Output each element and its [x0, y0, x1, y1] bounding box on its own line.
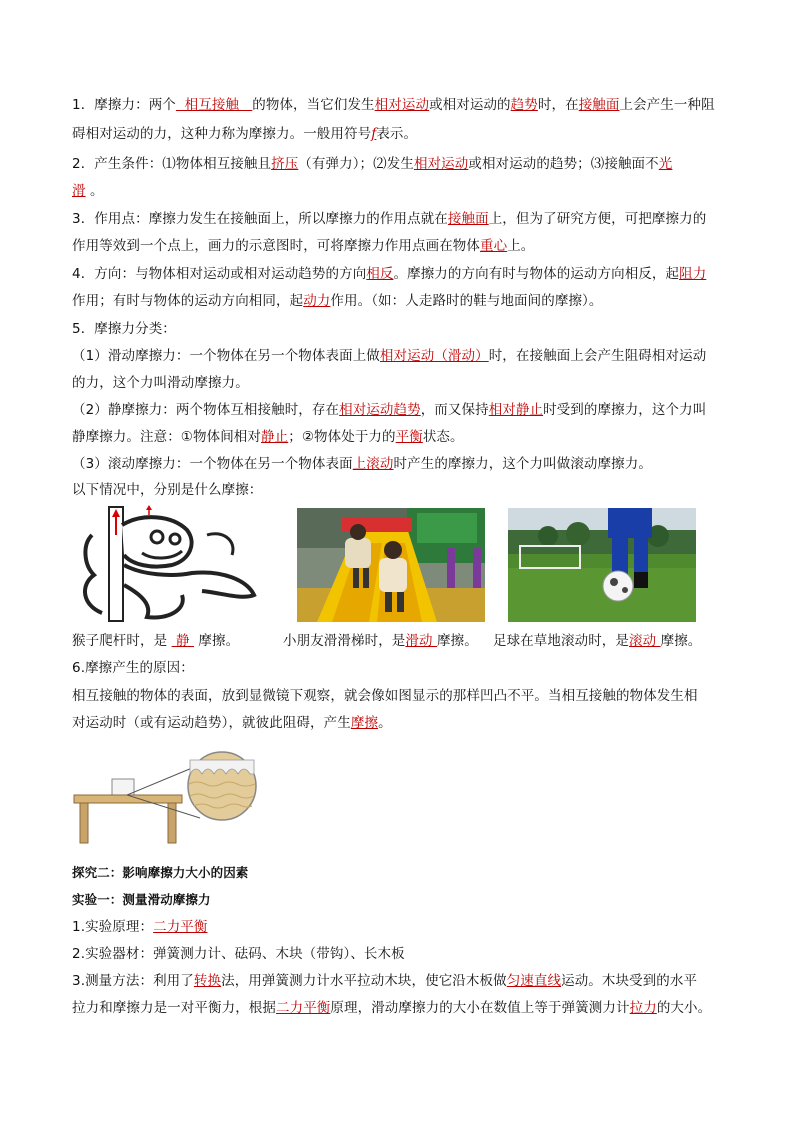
experiment-title: 实验一：测量滑动摩擦力 [72, 892, 211, 907]
answer: 滑 [72, 183, 86, 199]
caption-ball [493, 632, 701, 650]
caption-slide [283, 632, 478, 650]
text: 静摩擦力。注意：①物体间相对 [72, 429, 262, 445]
answer: 滑动 [405, 633, 437, 649]
text: 猴子爬杆时，是 [72, 633, 172, 649]
text: 。 [378, 715, 392, 731]
answer: 动力 [303, 293, 331, 309]
text: 作用；有时与物体的运动方向相同，起 [72, 293, 304, 309]
answer: 相对运动 [374, 97, 430, 113]
text: 上。 [507, 238, 535, 254]
para3-line1 [72, 210, 732, 228]
answer: 拉力 [629, 1000, 657, 1016]
answer: 二力平衡 [153, 919, 208, 935]
answer: 转换 [193, 973, 222, 989]
answer: 上滚动 [352, 456, 394, 472]
para5-b-line1 [72, 401, 732, 419]
answer: 摩擦 [350, 715, 379, 731]
para2-line2 [72, 182, 732, 200]
text: 作用。（如：人走路时的鞋与地面间的摩擦）。 [330, 293, 603, 309]
para2-line1 [72, 155, 732, 173]
answer: 平衡 [395, 429, 423, 445]
text: 时产生的摩擦力，这个力叫做滚动摩擦力。 [393, 456, 652, 472]
text: 摩擦。 [193, 633, 240, 649]
para4-line1 [72, 265, 732, 283]
text: 。 [85, 183, 104, 199]
monkey-climbing-pole-image [72, 505, 262, 623]
text: 法，用弹簧测力计水平拉动木块，使它沿木板做 [221, 973, 507, 989]
text: 或相对运动的趋势；⑶接触面不 [468, 156, 659, 172]
text: （有弹力）；⑵发生 [298, 156, 414, 172]
answer: 相互接触 [175, 97, 253, 113]
microscope-surface-illustration [72, 750, 262, 848]
soccer-ball-on-grass-image [508, 508, 696, 622]
answer: 光 [658, 156, 673, 172]
answer: 匀速直线 [506, 973, 562, 989]
answer: 阻力 [679, 266, 707, 282]
section-title: 探究二：影响摩擦力大小的因素 [72, 865, 249, 880]
para1-line1 [72, 96, 732, 114]
text: 或相对运动的 [429, 97, 511, 113]
para3-line2 [72, 237, 732, 255]
para5-a-line2: 的力，这个力叫滑动摩擦力。 [72, 375, 249, 391]
answer: 挤压 [271, 156, 299, 172]
answer: f [371, 126, 377, 142]
text: 时受到的摩擦力，这个力叫 [543, 402, 707, 418]
text: （1）滑动摩擦力：一个物体在另一个物体表面上做 [72, 348, 380, 364]
text: 状态。 [422, 429, 464, 445]
text: 2．产生条件：⑴物体相互接触且 [72, 156, 272, 172]
answer: 相对运动 [413, 156, 469, 172]
para5-a-line1 [72, 347, 732, 365]
text: 1．摩擦力：两个 [72, 97, 176, 113]
question-text: 以下情况中，分别是什么摩擦： [72, 482, 263, 498]
text: 上会产生一种阻 [619, 97, 715, 113]
answer: 接触面 [447, 211, 489, 227]
para6-title: 6.摩擦产生的原因： [72, 660, 194, 676]
answer: 滚动 [629, 633, 661, 649]
text: 表示。 [376, 126, 418, 142]
text: （2）静摩擦力：两个物体互相接触时，存在 [72, 402, 340, 418]
para1-line2 [72, 125, 732, 143]
text: 3．作用点：摩擦力发生在接触面上，所以摩擦力的作用点就在 [72, 211, 448, 227]
text: 足球在草地滚动时，是 [493, 633, 629, 649]
text: ；②物体处于力的 [288, 429, 396, 445]
answer: 相对运动趋势 [339, 402, 421, 418]
method-line2 [72, 999, 732, 1017]
answer: 相反 [366, 266, 394, 282]
answer: 趋势 [510, 97, 538, 113]
equipment-line: 2.实验器材：弹簧测力计、砝码、木块（带钩）、长木板 [72, 946, 405, 962]
method-line1 [72, 972, 732, 990]
children-on-slide-image [297, 508, 485, 622]
answer: 二力平衡 [276, 1000, 331, 1016]
text: 4．方向：与物体相对运动或相对运动趋势的方向 [72, 266, 367, 282]
caption-monkey [72, 632, 239, 650]
answer: 静 [171, 633, 194, 649]
text: 3.测量方法：利用了 [72, 973, 194, 989]
text: 1.实验原理： [72, 919, 154, 935]
text: 运动。木块受到的水平 [561, 973, 698, 989]
answer: 静止 [261, 429, 289, 445]
text: 摩擦。 [660, 633, 702, 649]
text: ，而又保持 [420, 402, 489, 418]
text: 对运动时（或有运动趋势），就彼此阻碍，产生 [72, 715, 351, 731]
text: 时，在 [537, 97, 579, 113]
principle-line [72, 918, 732, 936]
text: 原理，滑动摩擦力的大小在数值上等于弹簧测力计 [330, 1000, 630, 1016]
para4-line2 [72, 292, 732, 310]
text: 时，在接触面上会产生阻碍相对运动 [488, 348, 707, 364]
text: 摩擦。 [437, 633, 478, 649]
para6-line1: 相互接触的物体的表面，放到显微镜下观察，就会像如图显示的那样凹凸不平。当相互接触的物体发生相 [72, 688, 698, 704]
para5-c-line1 [72, 455, 732, 473]
text: 作用等效到一个点上，画力的示意图时，可将摩擦力作用点画在物体 [72, 238, 480, 254]
text: 上，但为了研究方便，可把摩擦力的 [488, 211, 707, 227]
para5-title: 5．摩擦力分类： [72, 321, 176, 337]
text: 碍相对运动的力，这种力称为摩擦力。一般用符号 [72, 126, 372, 142]
answer: 接触面 [578, 97, 620, 113]
para6-line2 [72, 714, 732, 732]
answer: 重心 [480, 238, 508, 254]
text: 小朋友滑滑梯时，是 [283, 633, 406, 649]
text: 拉力和摩擦力是一对平衡力，根据 [72, 1000, 276, 1016]
text: 的物体，当它们发生 [252, 97, 375, 113]
answer: 相对运动（滑动） [379, 348, 489, 364]
answer: 相对静止 [488, 402, 544, 418]
text: 的大小。 [656, 1000, 712, 1016]
text: 。摩擦力的方向有时与物体的运动方向相反，起 [393, 266, 680, 282]
text: （3）滚动摩擦力：一个物体在另一个物体表面 [72, 456, 353, 472]
para5-b-line2 [72, 428, 732, 446]
